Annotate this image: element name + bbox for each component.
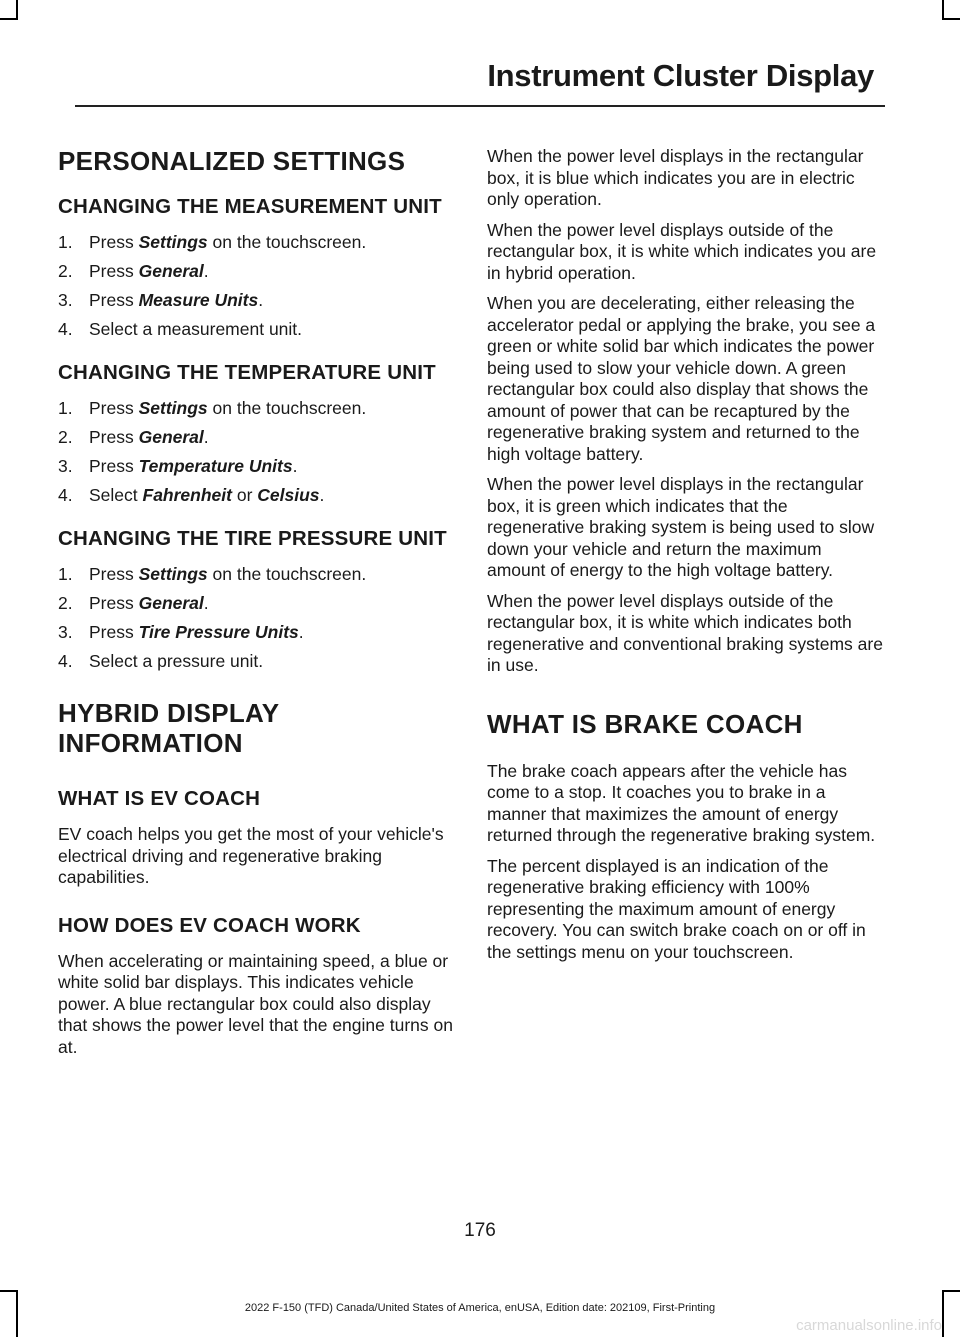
left-column (58, 146, 453, 1067)
section-heading-hybrid-2: INFORMATION (58, 728, 243, 758)
temperature-steps (58, 398, 453, 506)
paragraph-how-ev-coach: When accelerating or maintaining speed, a blue or white solid bar displays. This indicates vehicle power. A blue rectangular box could also display that shows the power level that the engine turns on at. (58, 950, 453, 1057)
subheading-ev-coach: WHAT IS EV COACH (58, 787, 261, 810)
crop-mark (16, 0, 18, 20)
list-item: 1. Press Settings on the touchscreen. (58, 398, 367, 418)
list-item: 1. Press Settings on the touchscreen. (58, 232, 367, 252)
crop-mark (942, 0, 944, 20)
paragraph-ev-coach: EV coach helps you get the most of your vehicle's electrical driving and regenerative braking capabilities. (58, 824, 444, 887)
crop-mark (0, 1290, 18, 1292)
tire-pressure-steps (58, 564, 453, 672)
subheading-tire-pressure: CHANGING THE TIRE PRESSURE UNIT (58, 527, 447, 550)
crop-mark (0, 18, 18, 20)
paragraph: The brake coach appears after the vehicle has come to a stop. It coaches you to brake in a manner that maximizes the amount of energy returned through the regenerative braking system. (487, 760, 876, 845)
paragraph: When the power level displays in the rectangular box, it is blue which indicates you are in electric only operation. (487, 146, 864, 209)
paragraph: When the power level displays in the rectangular box, it is green which indicates that the regenerative braking system is being used to slow down your vehicle and return the maximum amount of energy to the high voltage battery. (487, 474, 875, 580)
list-item: 3. Press Tire Pressure Units. (58, 622, 304, 642)
footer-edition-info: 2022 F-150 (TFD) Canada/United States of America, enUSA, Edition date: 202109, First-Printing (244, 1302, 716, 1314)
list-item: 2. Press General. (58, 261, 209, 281)
subheading-measurement: CHANGING THE MEASUREMENT UNIT (58, 195, 442, 218)
list-item: 2. Press General. (58, 593, 209, 613)
list-item: 2. Press General. (58, 427, 209, 447)
page-number: 176 (464, 1220, 496, 1241)
paragraph: When the power level displays outside of the rectangular box, it is white which indicates both regenerative and conventional braking systems are in use. (487, 590, 883, 675)
section-heading-hybrid-1: HYBRID DISPLAY (58, 698, 280, 728)
list-item: 4. Select Fahrenheit or Celsius. (58, 485, 325, 505)
list-item: 4. Select a pressure unit. (58, 651, 264, 671)
watermark: carmanualsonline.info (796, 1317, 942, 1334)
list-item: 3. Press Temperature Units. (58, 456, 298, 476)
page-header-title: Instrument Cluster Display (487, 58, 874, 93)
list-item: 4. Select a measurement unit. (58, 319, 303, 339)
section-heading-brake-coach: WHAT IS BRAKE COACH (487, 708, 803, 739)
crop-mark (942, 1290, 960, 1292)
paragraph: When the power level displays outside of the rectangular box, it is white which indicates you are in hybrid operation. (487, 219, 877, 283)
crop-mark (942, 18, 960, 20)
measurement-steps (58, 232, 453, 340)
paragraph: The percent displayed is an indication of the regenerative braking efficiency with 100% representing the maximum amount of energy recovery. You can switch brake coach on or off in the settings menu on your touchscreen. (487, 855, 866, 962)
paragraph: When you are decelerating, either releasing the accelerator pedal or applying the brake, you see a green or white solid bar which indicates the power being used to slow your vehicle down. A green rectangular box could also display that shows the amount of power that can be recaptured by the regenerative braking system and returned to the high voltage battery. (487, 293, 876, 464)
right-column (487, 146, 883, 972)
header-divider (75, 105, 885, 107)
list-item: 3. Press Measure Units. (58, 290, 264, 310)
list-item: 1. Press Settings on the touchscreen. (58, 564, 367, 584)
subheading-how-ev-coach: HOW DOES EV COACH WORK (58, 913, 361, 937)
subheading-temperature: CHANGING THE TEMPERATURE UNIT (58, 361, 436, 384)
section-heading-personalized: PERSONALIZED SETTINGS (58, 146, 406, 176)
